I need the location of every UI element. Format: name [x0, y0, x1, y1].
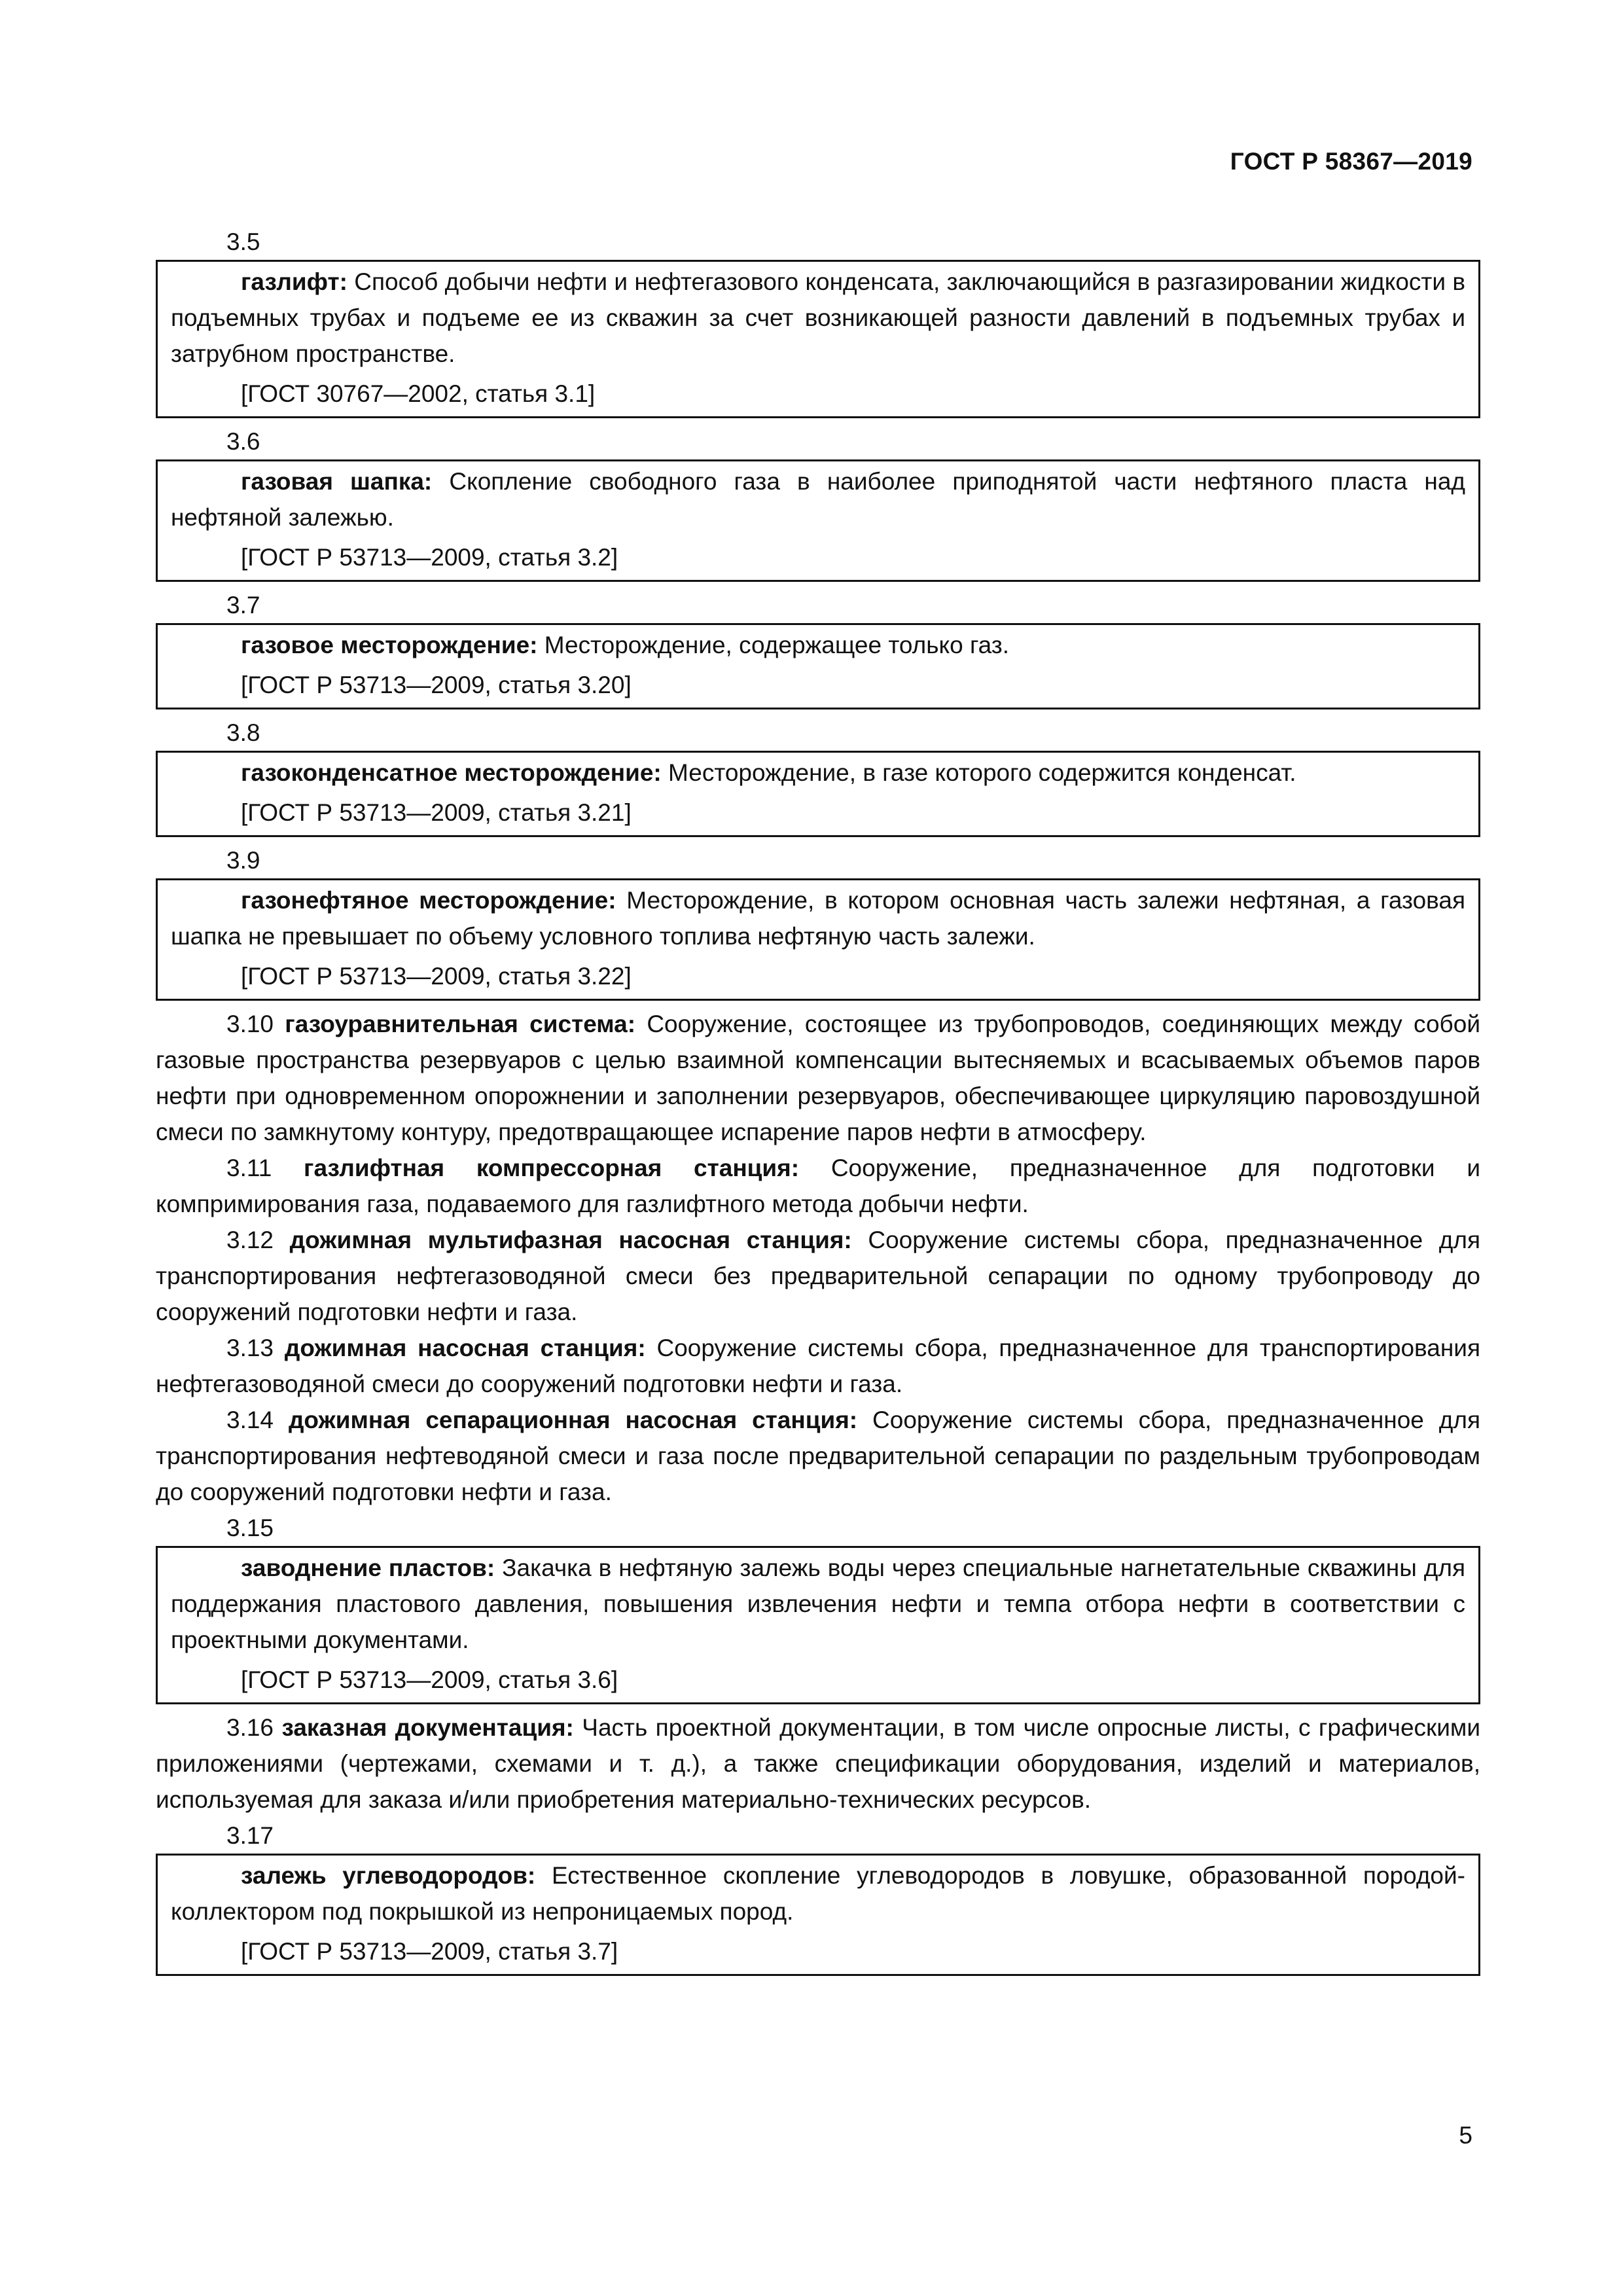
term-definition: Сооружение системы сбора, предназначенное для транспортирования нефтегазоводяной смеси до сооружений подготовки нефти и газа.	[156, 1335, 1481, 1397]
term-name: залежь углеводородов:	[241, 1862, 536, 1889]
term-definition: Естественное скопление углеводородов в ловушке, образованной породой-коллектором под покрышкой из непроницаемых пород.	[171, 1862, 1465, 1925]
document-code: ГОСТ Р 58367—2019	[1230, 148, 1472, 175]
term-definition: Способ добычи нефти и нефтегазового конденсата, заключающийся в разгазировании жидкости в подъемных трубах и подъеме ее из скважин за счет возникающей разности давлений в подъемных трубах и затрубном пространстве.	[171, 268, 1465, 367]
term-number: 3.9	[226, 847, 260, 874]
term-definition: Сооружение системы сбора, предназначенное для транспортирования нефтеводяной смеси и газа после предварительной сепарации по раздельным трубопроводам до сооружений подготовки нефти и газа.	[156, 1407, 1480, 1505]
term-definition: Сооружение, предназначенное для подготовки и компримирования газа, подаваемого для газлифтного метода добычи нефти.	[156, 1155, 1480, 1217]
term-3-13	[156, 1330, 1480, 1402]
term-name: газоуравнительная система:	[285, 1011, 636, 1037]
term-number: 3.15	[226, 1515, 274, 1541]
term-definition: Месторождение, содержащее только газ.	[537, 632, 1010, 658]
term-reference: [ГОСТ Р 53713—2009, статья 3.6]	[241, 1666, 618, 1693]
term-reference: [ГОСТ 30767—2002, статья 3.1]	[241, 380, 596, 407]
term-3-6	[156, 423, 1480, 582]
term-definition: Закачка в нефтяную залежь воды через специальные нагнетательные скважины для поддержания пластового давления, повышения извлечения нефти и темпа отбора нефти в соответствии с проектными документами.	[171, 1554, 1465, 1653]
term-name: газонефтяное месторождение:	[241, 887, 616, 914]
term-3-5	[156, 224, 1480, 418]
term-3-9	[156, 842, 1480, 1001]
term-3-7	[156, 587, 1480, 709]
term-name: дожимная мультифазная насосная станция:	[289, 1227, 852, 1253]
term-3-15	[156, 1510, 1480, 1704]
term-number: 3.13	[226, 1335, 274, 1361]
page-number: 5	[1459, 2122, 1472, 2149]
term-box	[156, 878, 1480, 1001]
term-name: газлифт:	[241, 268, 348, 295]
term-box	[156, 459, 1480, 582]
term-name: газлифтная компрессорная станция:	[304, 1155, 800, 1181]
term-name: заказная документация:	[281, 1714, 574, 1741]
term-number: 3.17	[226, 1822, 274, 1849]
term-reference: [ГОСТ Р 53713—2009, статья 3.21]	[241, 799, 632, 826]
term-number: 3.10	[226, 1011, 274, 1037]
term-name: дожимная сепарационная насосная станция:	[288, 1407, 858, 1433]
term-box	[156, 1854, 1480, 1976]
term-3-8	[156, 715, 1480, 837]
term-definition: Месторождение, в котором основная часть залежи нефтяная, а газовая шапка не превышает по объему условного топлива нефтяную часть залежи.	[171, 887, 1466, 950]
term-3-11	[156, 1150, 1480, 1222]
term-box	[156, 1546, 1480, 1704]
term-number: 3.5	[226, 228, 260, 255]
term-definition: Месторождение, в газе которого содержится конденсат.	[661, 759, 1296, 786]
term-name: газовая шапка:	[241, 468, 433, 495]
term-3-14	[156, 1402, 1480, 1510]
term-number: 3.8	[226, 719, 260, 746]
term-definition: Сооружение системы сбора, предназначенное для транспортирования нефтегазоводяной смеси без предварительной сепарации по одному трубопроводу до сооружений подготовки нефти и газа.	[156, 1227, 1481, 1325]
term-3-12	[156, 1222, 1480, 1330]
term-name: заводнение пластов:	[241, 1554, 495, 1581]
term-number: 3.12	[226, 1227, 274, 1253]
term-number: 3.16	[226, 1714, 274, 1741]
term-name: дожимная насосная станция:	[284, 1335, 646, 1361]
term-box	[156, 260, 1480, 418]
term-reference: [ГОСТ Р 53713—2009, статья 3.22]	[241, 963, 632, 990]
term-3-16	[156, 1710, 1480, 1818]
term-box	[156, 623, 1480, 709]
term-name: газовое месторождение:	[241, 632, 538, 658]
term-number: 3.6	[226, 428, 260, 455]
term-definition: Скопление свободного газа в наиболее приподнятой части нефтяного пласта над нефтяной залежью.	[171, 468, 1465, 531]
term-number: 3.7	[226, 592, 260, 619]
term-number: 3.14	[226, 1407, 274, 1433]
term-3-10	[156, 1006, 1480, 1150]
terms-section	[156, 224, 1480, 1981]
term-definition: Сооружение, состоящее из трубопроводов, соединяющих между собой газовые пространства резервуаров с целью взаимной компенсации вытесняемых и всасываемых объемов паров нефти при одновременном опорожнении и заполнении резервуаров, обеспечивающее циркуляцию паровоздушной смеси по замкнутому контуру, предотвращающее испарение паров нефти в атмосферу.	[156, 1011, 1480, 1145]
term-reference: [ГОСТ Р 53713—2009, статья 3.20]	[241, 672, 632, 698]
term-number: 3.11	[226, 1155, 272, 1181]
term-definition: Часть проектной документации, в том числе опросные листы, с графическими приложениями (чертежами, схемами и т. д.), а также спецификации оборудования, изделий и материалов, используемая для заказа и/или приобретения материально-технических ресурсов.	[156, 1714, 1480, 1813]
term-reference: [ГОСТ Р 53713—2009, статья 3.7]	[241, 1938, 618, 1965]
term-reference: [ГОСТ Р 53713—2009, статья 3.2]	[241, 544, 618, 571]
term-box	[156, 751, 1480, 837]
term-3-17	[156, 1818, 1480, 1976]
term-name: газоконденсатное месторождение:	[241, 759, 662, 786]
